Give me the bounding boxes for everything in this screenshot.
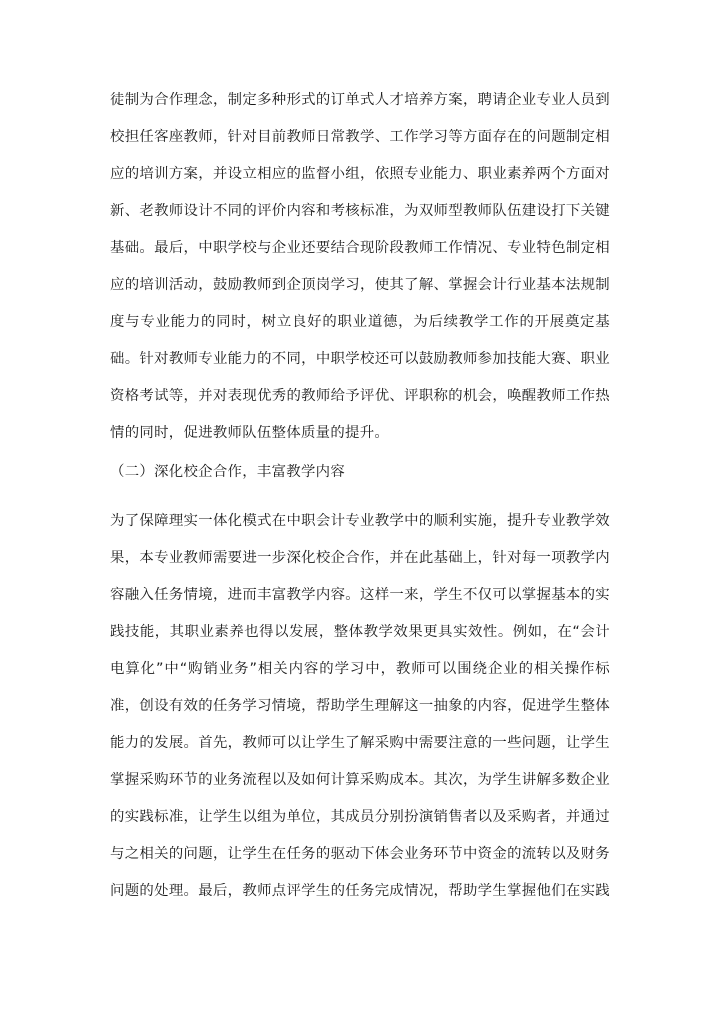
text-line: 能力的发展。首先，教师可以让学生了解采购中需要注意的一些问题，让学生 — [110, 735, 610, 751]
text-line: 问题的处理。最后，教师点评学生的任务完成情况，帮助学生掌握他们在实践 — [110, 883, 610, 899]
text-line: 应的培训方案，并设立相应的监督小组，依照专业能力、职业素养两个方面对 — [110, 166, 610, 182]
text-line: 新、老教师设计不同的评价内容和考核标准，为双师型教师队伍建设打下关键 — [110, 203, 610, 219]
text-line: 果，本专业教师需要进一步深化校企合作，并在此基础上，针对每一项教学内 — [110, 550, 610, 566]
text-line: 的实践标准，让学生以组为单位，其成员分别扮演销售者以及采购者，并通过 — [110, 809, 610, 825]
section-heading: （二）深化校企合作，丰富教学内容 — [110, 464, 346, 480]
text-line: 践技能，其职业素养也得以发展，整体教学效果更具实效性。例如，在“会计 — [110, 624, 610, 640]
text-line: 资格考试等，并对表现优秀的教师给予评优、评职称的机会，唤醒教师工作热 — [110, 388, 610, 404]
text-line: 应的培训活动，鼓励教师到企顶岗学习，使其了解、掌握会计行业基本法规制 — [110, 277, 610, 293]
text-line: 校担任客座教师，针对目前教师日常教学、工作学习等方面存在的问题制定相 — [110, 129, 610, 145]
text-line: 基础。最后，中职学校与企业还要结合现阶段教师工作情况、专业特色制定相 — [110, 240, 610, 256]
text-line: 准，创设有效的任务学习情境，帮助学生理解这一抽象的内容，促进学生整体 — [110, 698, 610, 714]
text-line: 掌握采购环节的业务流程以及如何计算采购成本。其次，为学生讲解多数企业 — [110, 772, 610, 788]
text-line: 情的同时，促进教师队伍整体质量的提升。 — [110, 425, 390, 441]
text-line: 础。针对教师专业能力的不同，中职学校还可以鼓励教师参加技能大赛、职业 — [110, 351, 610, 367]
text-line: 容融入任务情境，进而丰富教学内容。这样一来，学生不仅可以掌握基本的实 — [110, 587, 610, 603]
text-line: 徒制为合作理念，制定多种形式的订单式人才培养方案，聘请企业专业人员到 — [110, 92, 610, 108]
text-line: 与之相关的问题，让学生在任务的驱动下体会业务环节中资金的流转以及财务 — [110, 846, 610, 862]
text-line: 度与专业能力的同时，树立良好的职业道德，为后续教学工作的开展奠定基 — [110, 314, 610, 330]
text-line: 电算化”中“购销业务”相关内容的学习中，教师可以围绕企业的相关操作标 — [110, 661, 610, 677]
text-line: 为了保障理实一体化模式在中职会计专业教学中的顺利实施，提升专业教学效 — [110, 513, 610, 529]
